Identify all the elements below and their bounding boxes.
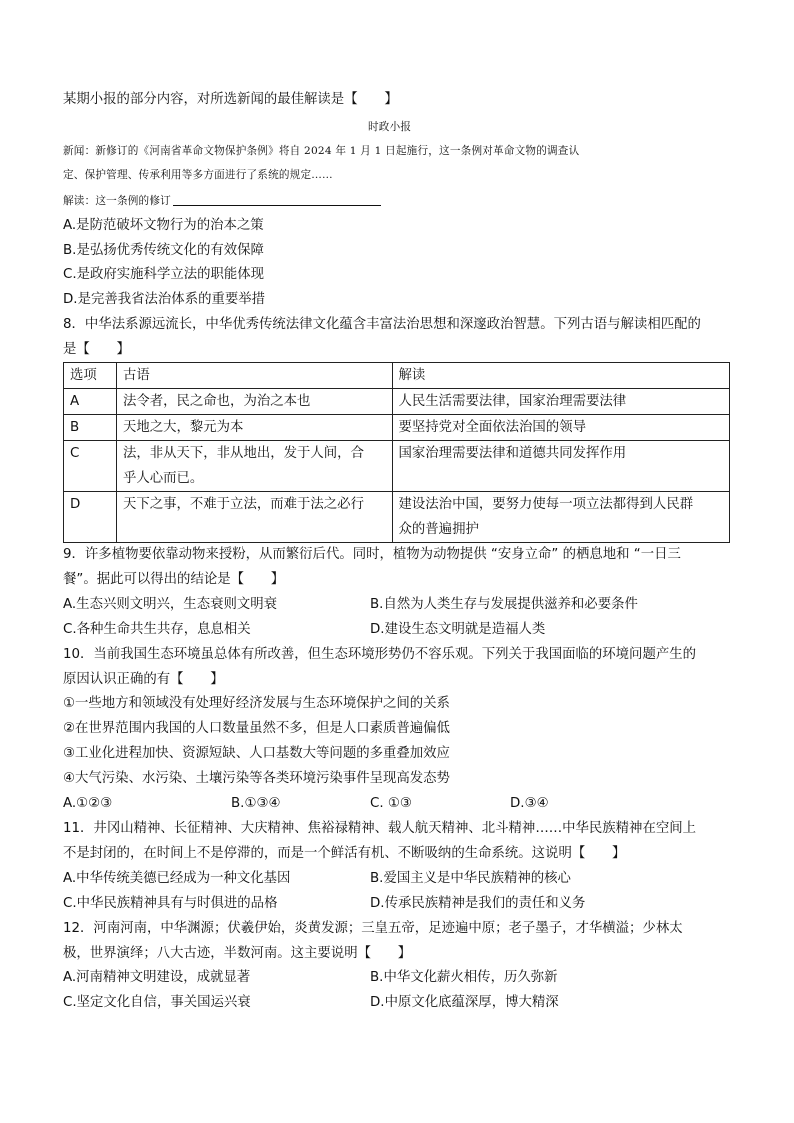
table-row[interactable] (64, 492, 730, 543)
q10-item-2: ②在世界范围内我国的人口数量虽然不多，但是人口素质普遍偏低 (63, 721, 450, 736)
q10-stem-line2: 原因认识正确的有【 】 (63, 672, 224, 687)
row-option: D (64, 492, 117, 543)
q12-option-b[interactable]: B.中华文化薪火相传，历久弥新 (370, 970, 558, 985)
q7-paper-title: 时政小报 (368, 121, 412, 133)
q12-option-d[interactable]: D.中原文化底蕴深厚，博大精深 (370, 995, 559, 1010)
header-quote: 古语 (116, 363, 392, 389)
q10-item-4: ④大气污染、水污染、土壤污染等各类环境污染事件呈现高发态势 (63, 771, 450, 786)
q7-stem: 某期小报的部分内容，对所选新闻的最佳解读是【 】 (63, 92, 398, 107)
q12-option-a[interactable]: A.河南精神文明建设，成就显著 (63, 970, 251, 985)
q10-stem-line1: 10．当前我国生态环境虽总体有所改善，但生态环境形势仍不容乐观。下列关于我国面临的环境问题产生的 (63, 647, 697, 662)
row-quote: 法令者，民之命也，为治之本也 (116, 389, 392, 415)
q7-news-line2: 定、保护管理、传承利用等多方面进行了系统的规定…… (63, 169, 333, 181)
table-row[interactable] (64, 415, 730, 441)
q9-option-d[interactable]: D.建设生态文明就是造福人类 (370, 622, 546, 637)
q11-option-a[interactable]: A.中华传统美德已经成为一种文化基因 (63, 871, 291, 886)
q10-option-c[interactable]: C. ①③ (370, 796, 412, 811)
q7-news-line1: 新闻：新修订的《河南省革命文物保护条例》将自 2024 年 1 月 1 日起施行，这一条例对革命文物的调查认 (63, 145, 580, 157)
quote-line: 乎人心而已。 (122, 471, 204, 486)
q10-option-a[interactable]: A.①②③ (63, 796, 113, 811)
row-interpretation: 人民生活需要法律，国家治理需要法律 (392, 389, 729, 415)
table-header-row (64, 363, 730, 389)
row-quote (116, 441, 392, 492)
q11-option-d[interactable]: D.传承民族精神是我们的责任和义务 (370, 896, 586, 911)
row-option: B (64, 415, 117, 441)
row-option: C (64, 441, 117, 492)
q11-stem-line1: 11．井冈山精神、长征精神、大庆精神、焦裕禄精神、载人航天精神、北斗精神……中华民族精神在空间上 (63, 821, 697, 836)
q12-stem-line1: 12．河南河南，中华渊源；伏羲伊始，炎黄发源；三皇五帝，足迹遍中原；老子墨子，才华横溢；少林太 (63, 921, 683, 936)
header-interpretation: 解读 (392, 363, 729, 389)
q7-option-d[interactable]: D.是完善我省法治体系的重要举措 (63, 292, 266, 307)
q10-option-b[interactable]: B.①③④ (231, 796, 281, 811)
row-quote: 天地之大，黎元为本 (116, 415, 392, 441)
interp-line: 众的普遍拥护 (398, 522, 479, 537)
q8-stem-line1: 8．中华法系源远流长，中华优秀传统法律文化蕴含丰富法治思想和深邃政治智慧。下列古语与解读相匹配的 (63, 317, 701, 332)
q9-option-c[interactable]: C.各种生命共生共存，息息相关 (63, 622, 251, 637)
row-option: A (64, 389, 117, 415)
q7-answer-blank[interactable] (173, 193, 381, 206)
q7-option-a[interactable]: A.是防范破坏文物行为的治本之策 (63, 218, 264, 233)
row-interpretation: 要坚持党对全面依法治国的领导 (392, 415, 729, 441)
header-option: 选项 (64, 363, 117, 389)
q7-interp-label: 解读：这一条例的修订 (63, 195, 171, 207)
q9-option-b[interactable]: B.自然为人类生存与发展提供滋养和必要条件 (370, 597, 638, 612)
q11-option-b[interactable]: B.爱国主义是中华民族精神的核心 (370, 871, 571, 886)
q8-stem-line2: 是【 】 (63, 342, 130, 357)
q8-table (63, 362, 730, 543)
q10-option-d[interactable]: D.③④ (510, 796, 549, 811)
q10-item-3: ③工业化进程加快、资源短缺、人口基数大等问题的多重叠加效应 (63, 746, 450, 761)
q10-item-1: ①一些地方和领域没有处理好经济发展与生态环境保护之间的关系 (63, 696, 450, 711)
table-row[interactable] (64, 389, 730, 415)
interp-line: 建设法治中国，要努力使每一项立法都得到人民群 (398, 497, 694, 512)
row-interpretation: 国家治理需要法律和道德共同发挥作用 (392, 441, 729, 492)
q9-option-a[interactable]: A.生态兴则文明兴，生态衰则文明衰 (63, 597, 278, 612)
q11-stem-line2: 不是封闭的，在时间上不是停滞的，而是一个鲜活有机、不断吸纳的生命系统。这说明【 】 (63, 846, 626, 861)
q7-option-c[interactable]: C.是政府实施科学立法的职能体现 (63, 267, 265, 282)
q9-stem-line1: 9．许多植物要依靠动物来授粉，从而繁衍后代。同时，植物为动物提供 “安身立命” 的栖息地和 “一日三 (63, 547, 681, 562)
quote-line: 法，非从天下，非从地出，发于人间，合 (122, 446, 364, 461)
row-interpretation (392, 492, 729, 543)
row-quote: 天下之事，不难于立法，而难于法之必行 (116, 492, 392, 543)
q12-option-c[interactable]: C.坚定文化自信，事关国运兴衰 (63, 995, 251, 1010)
q7-interpretation (63, 193, 381, 210)
table-row[interactable] (64, 441, 730, 492)
q9-stem-line2: 餐”。据此可以得出的结论是【 】 (63, 572, 285, 587)
q11-option-c[interactable]: C.中华民族精神具有与时俱进的品格 (63, 896, 278, 911)
q7-option-b[interactable]: B.是弘扬优秀传统文化的有效保障 (63, 243, 264, 258)
q12-stem-line2: 极，世界演绎；八大古迹，半数河南。这主要说明【 】 (63, 946, 412, 961)
